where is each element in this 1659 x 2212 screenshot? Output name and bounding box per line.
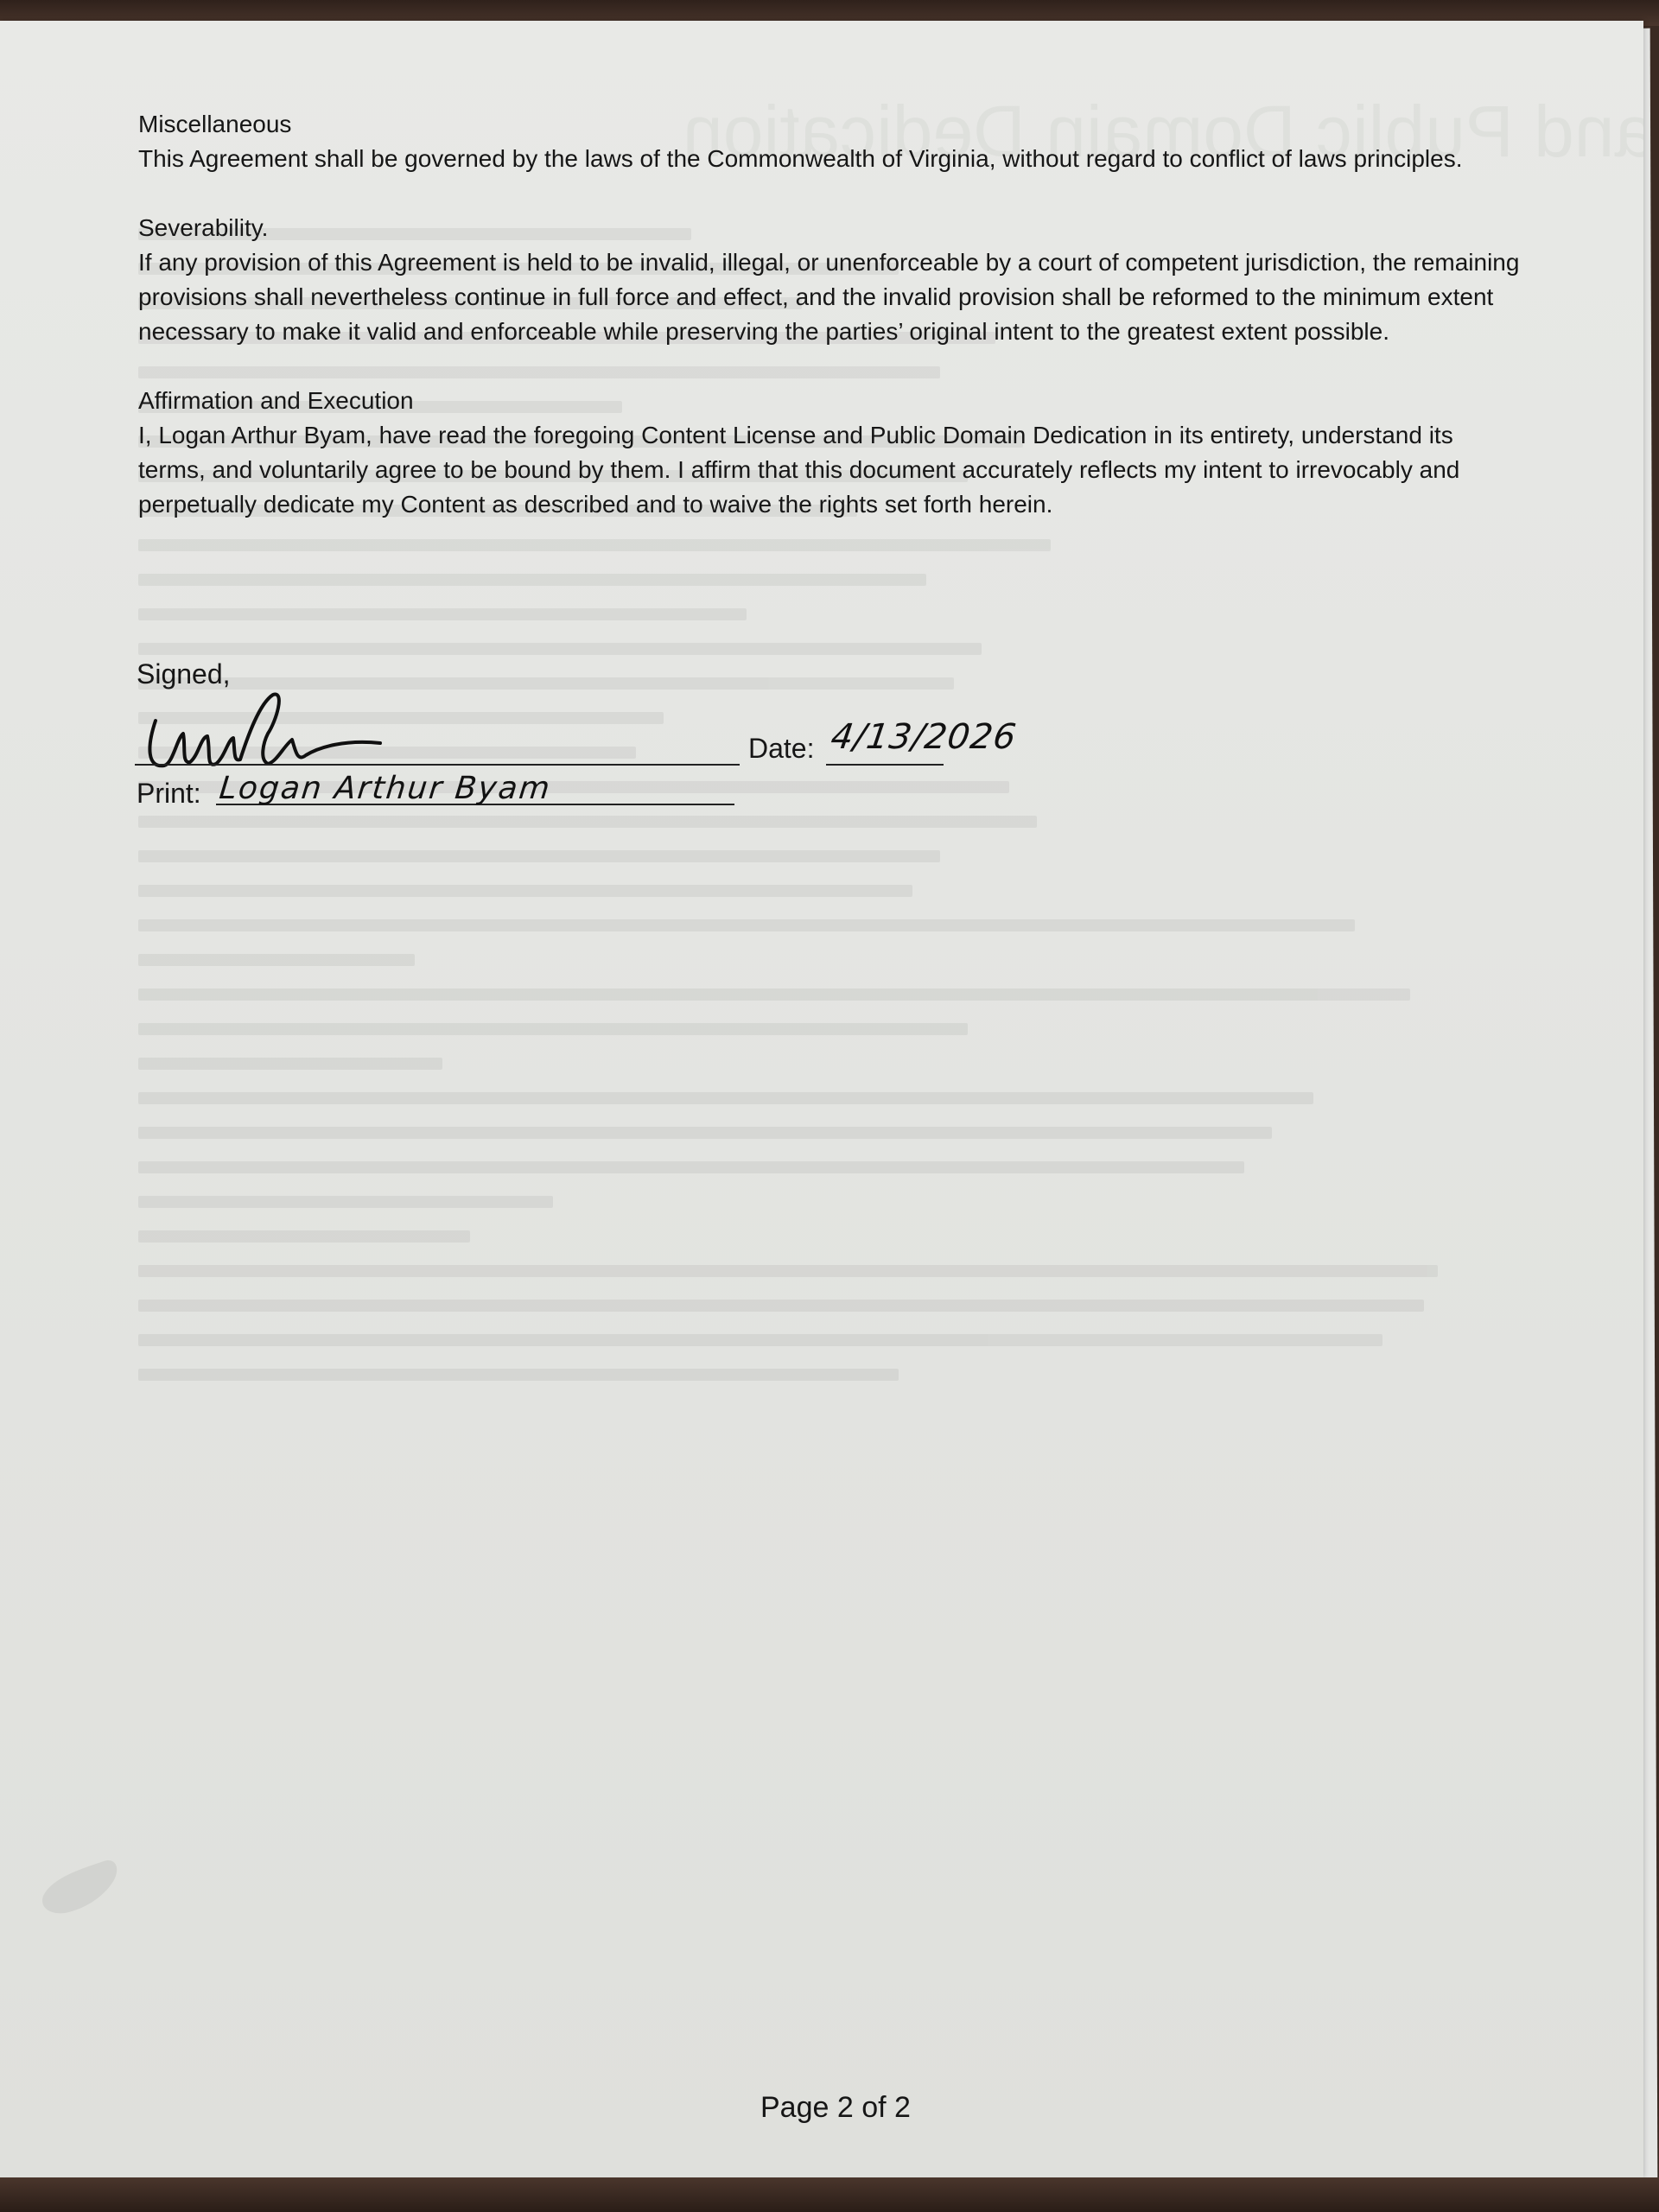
- signed-label: Signed,: [137, 658, 231, 690]
- document-body: [138, 107, 1521, 556]
- section-heading: Severability.: [138, 214, 269, 241]
- section-heading: Affirmation and Execution: [138, 387, 414, 414]
- document-page: [0, 21, 1643, 2177]
- section-miscellaneous: [138, 107, 1521, 176]
- section-body: This Agreement shall be governed by the laws of the Commonwealth of Virginia, without regard to conflict of laws principles.: [138, 145, 1463, 172]
- page-number: Page 2 of 2: [760, 2091, 911, 2124]
- date-line: [826, 764, 944, 766]
- printed-name: Logan Arthur Byam: [217, 771, 553, 806]
- section-body: I, Logan Arthur Byam, have read the foregoing Content License and Public Domain Dedication in its entirety, understand its terms, and voluntarily agree to be bound by them. I affirm that this document accurately reflects my intent to irrevocably and perpetually dedicate my Content as described and to waive the rights set forth herein.: [138, 422, 1460, 518]
- desk-surface-bottom: [0, 2177, 1659, 2212]
- signature-line: [135, 764, 740, 766]
- section-body: If any provision of this Agreement is held to be invalid, illegal, or unenforceable by a court of competent jurisdiction, the remaining provisions shall nevertheless continue in full force and effect, and the invalid provision shall be reformed to the minimum extent necessary to make it valid and enforceable while preserving the parties’ original intent to the greatest extent possible.: [138, 249, 1520, 345]
- section-heading: Miscellaneous: [138, 111, 292, 137]
- print-label: Print:: [137, 778, 201, 809]
- date-value: 4/13/2026: [828, 717, 1020, 757]
- section-severability: [138, 211, 1521, 349]
- paper-smudge: [35, 1844, 130, 1922]
- date-label: Date:: [748, 733, 815, 764]
- section-affirmation: [138, 384, 1521, 522]
- handwritten-signature: [138, 686, 397, 781]
